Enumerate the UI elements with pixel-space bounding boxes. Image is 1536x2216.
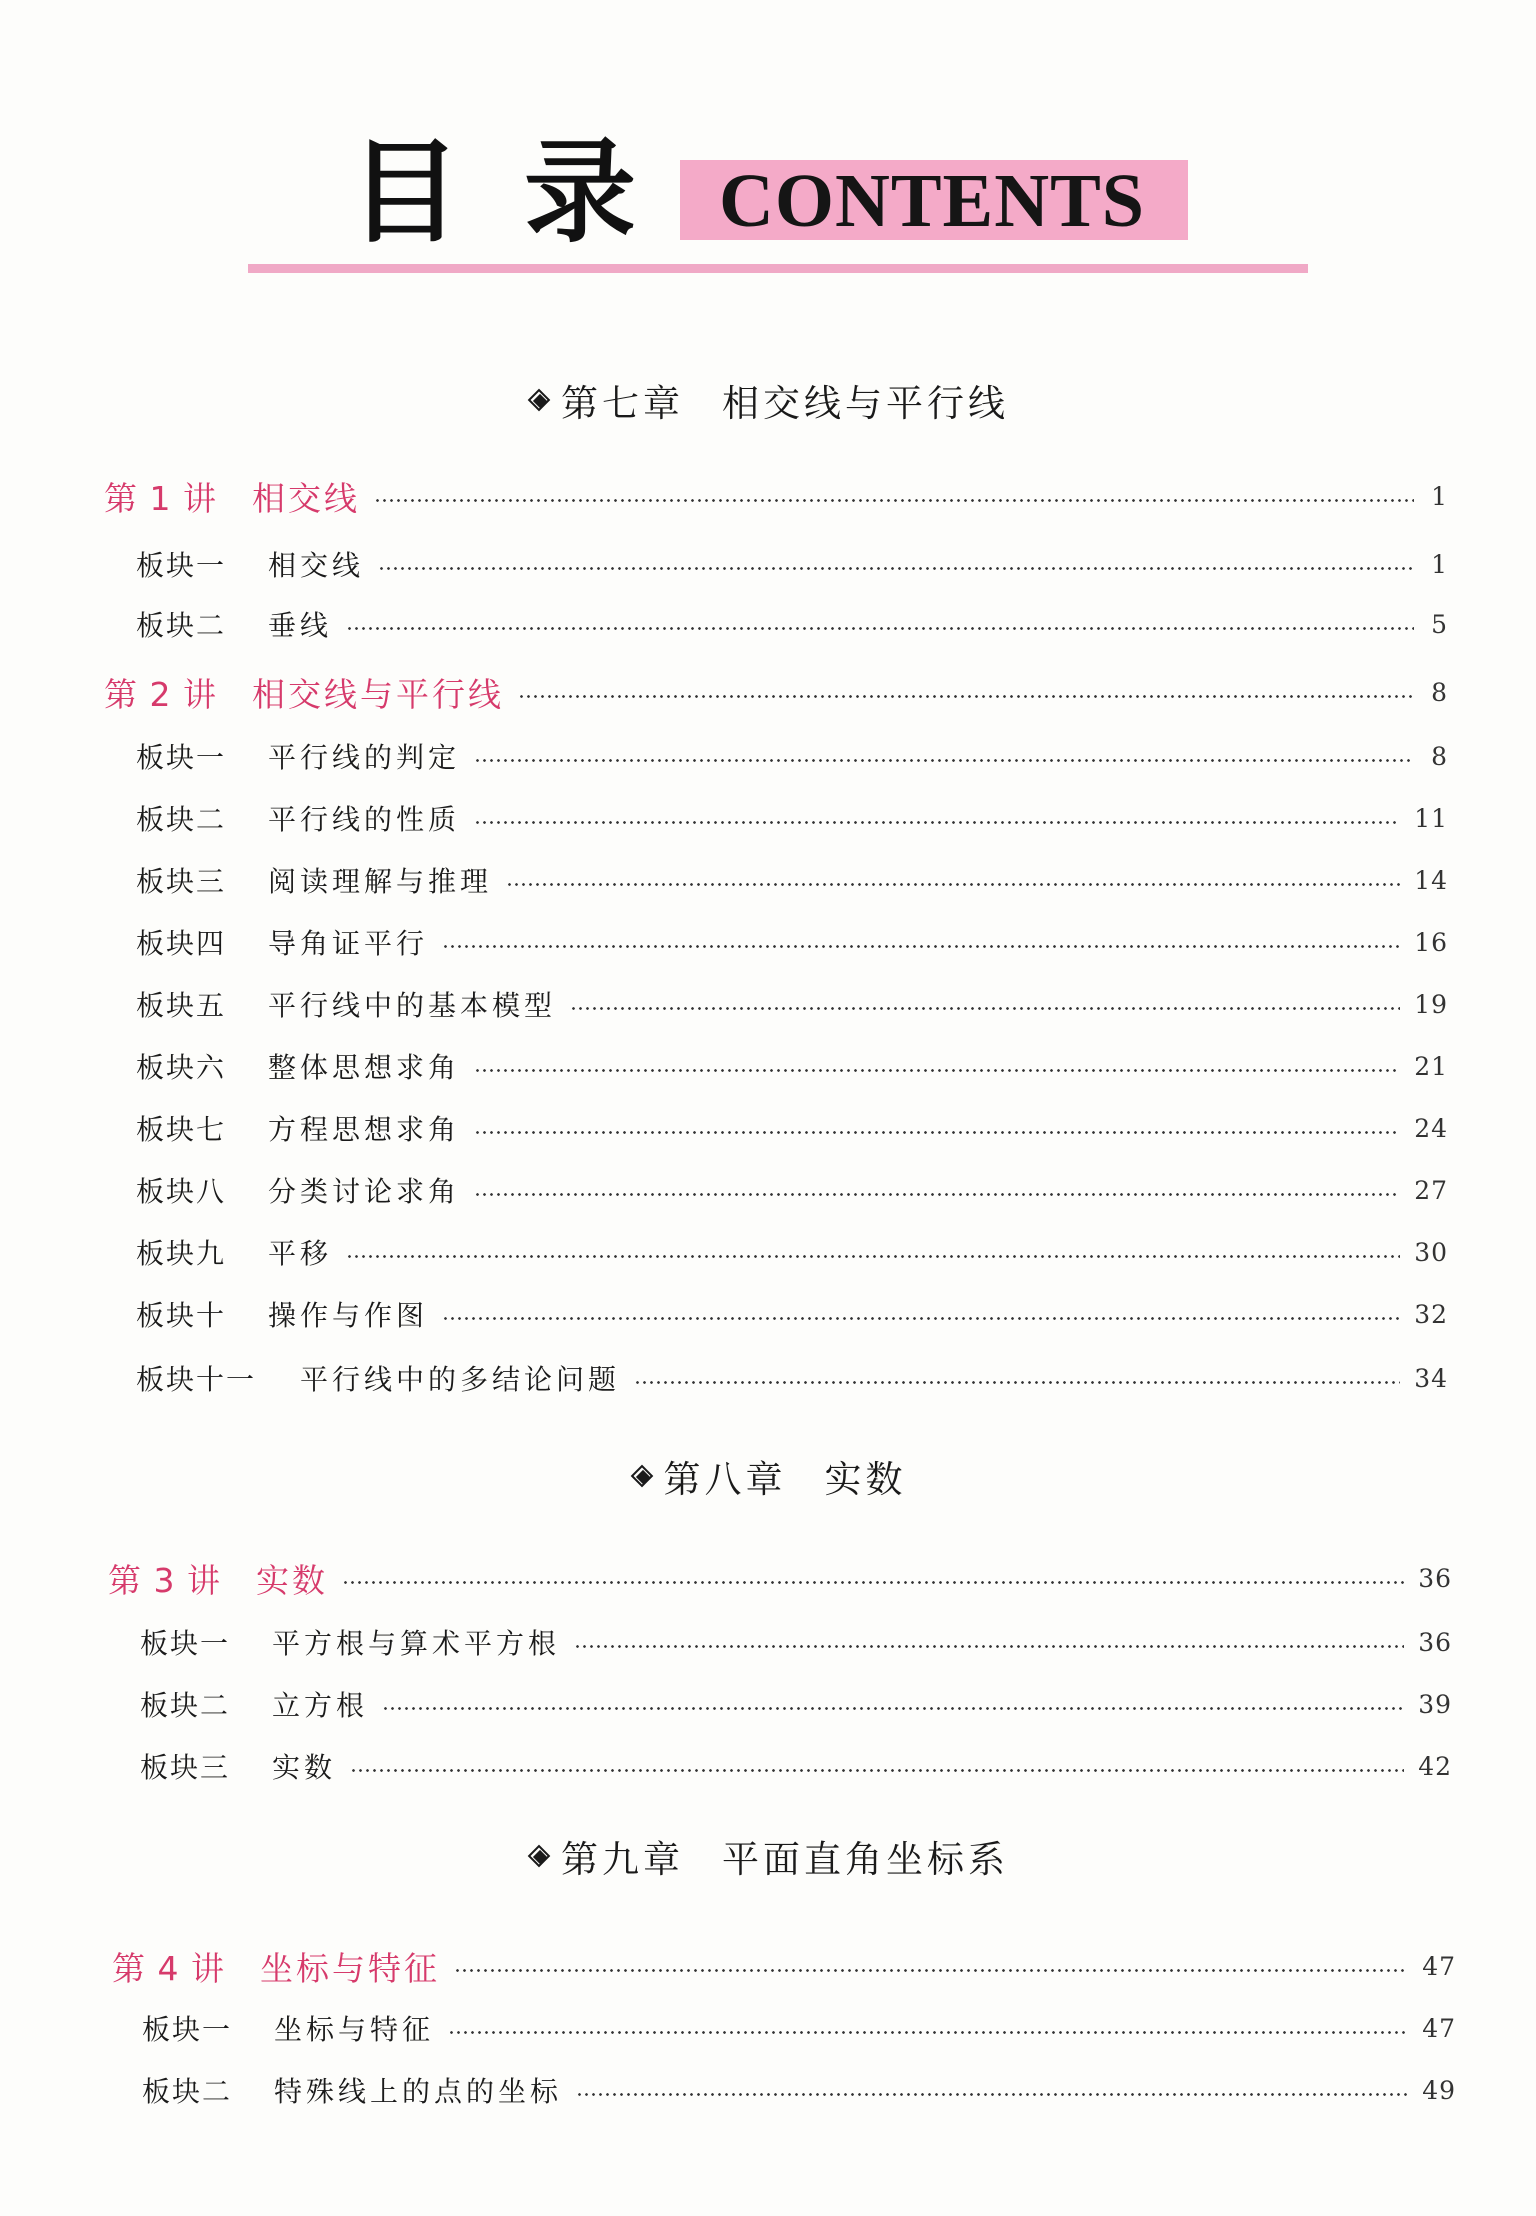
dot-leader — [474, 1069, 1400, 1072]
section-row[interactable] — [136, 982, 1448, 1026]
dot-leader — [374, 499, 1414, 502]
dot-leader — [378, 567, 1414, 570]
page-number: 47 — [1422, 2013, 1456, 2043]
page-number: 19 — [1414, 989, 1448, 1019]
section-label: 板块二 — [136, 609, 227, 642]
section-label: 板块四 — [136, 927, 227, 960]
dot-leader — [506, 883, 1400, 886]
section-label: 板块十一 — [136, 1363, 257, 1396]
title-char-mu: 目 — [349, 128, 461, 258]
section-label: 板块五 — [136, 989, 227, 1022]
section-label: 板块二 — [140, 1689, 231, 1722]
lecture-row[interactable] — [104, 670, 1448, 714]
dot-leader — [634, 1381, 1400, 1384]
page-number: 5 — [1431, 609, 1448, 639]
section-title: 平方根与算术平方根 — [272, 1627, 561, 1660]
chapter-heading — [0, 1446, 1536, 1506]
lecture-title: 相交线 — [252, 478, 360, 518]
dot-leader — [576, 2093, 1408, 2096]
section-title: 立方根 — [272, 1689, 369, 1722]
section-label: 板块九 — [136, 1237, 227, 1270]
section-title: 垂线 — [268, 609, 333, 642]
section-title: 分类讨论求角 — [268, 1175, 461, 1208]
lecture-label: 第 3 讲 — [108, 1560, 221, 1600]
section-row[interactable] — [136, 1356, 1448, 1400]
section-row[interactable] — [136, 858, 1448, 902]
page-number: 11 — [1414, 803, 1448, 833]
section-row[interactable] — [136, 920, 1448, 964]
section-title: 操作与作图 — [268, 1299, 429, 1332]
dot-leader — [350, 1769, 1404, 1772]
dot-leader — [346, 627, 1414, 630]
section-title: 整体思想求角 — [268, 1051, 461, 1084]
section-label: 板块一 — [136, 549, 227, 582]
section-row[interactable] — [136, 1230, 1448, 1274]
section-row[interactable] — [136, 734, 1448, 778]
section-row[interactable] — [136, 1106, 1448, 1150]
dot-leader — [518, 695, 1414, 698]
dot-leader — [454, 1969, 1408, 1972]
page-number: 24 — [1414, 1113, 1448, 1143]
section-label: 板块三 — [140, 1751, 231, 1784]
lecture-title: 实数 — [256, 1560, 328, 1600]
dot-leader — [474, 1131, 1400, 1134]
dot-leader — [474, 1193, 1400, 1196]
lecture-row[interactable] — [108, 1556, 1452, 1600]
section-title: 平行线中的基本模型 — [268, 989, 557, 1022]
dot-leader — [442, 1317, 1400, 1320]
chapter-title: 实数 — [824, 1458, 907, 1501]
diamond-bullet-icon — [630, 1464, 656, 1490]
chapter-number: 第九章 — [561, 1838, 684, 1881]
diamond-bullet-icon — [527, 1844, 553, 1870]
dot-leader — [574, 1645, 1404, 1648]
section-label: 板块六 — [136, 1051, 227, 1084]
section-title: 导角证平行 — [268, 927, 429, 960]
page-number: 1 — [1431, 549, 1448, 579]
section-label: 板块七 — [136, 1113, 227, 1146]
section-label: 板块一 — [142, 2013, 233, 2046]
section-title: 特殊线上的点的坐标 — [274, 2075, 563, 2108]
section-row[interactable] — [136, 1168, 1448, 1212]
dot-leader — [346, 1255, 1400, 1258]
lecture-row[interactable] — [104, 474, 1448, 518]
section-title: 方程思想求角 — [268, 1113, 461, 1146]
chapter-heading — [0, 370, 1536, 430]
chapter-heading — [0, 1826, 1536, 1886]
section-row[interactable] — [136, 1044, 1448, 1088]
section-title: 阅读理解与推理 — [268, 865, 493, 898]
chapter-title: 相交线与平行线 — [722, 382, 1009, 425]
section-label: 板块八 — [136, 1175, 227, 1208]
lecture-title: 坐标与特征 — [260, 1948, 440, 1988]
section-title: 平行线的判定 — [268, 741, 461, 774]
dot-leader — [448, 2031, 1408, 2034]
section-label: 板块一 — [140, 1627, 231, 1660]
section-label: 板块二 — [142, 2075, 233, 2108]
lecture-title: 相交线与平行线 — [252, 674, 504, 714]
section-label: 板块一 — [136, 741, 227, 774]
page-number: 34 — [1414, 1363, 1448, 1393]
section-row[interactable] — [136, 1292, 1448, 1336]
section-title: 平行线中的多结论问题 — [300, 1363, 621, 1396]
dot-leader — [474, 821, 1400, 824]
page-number: 36 — [1418, 1627, 1452, 1657]
section-row[interactable] — [136, 542, 1448, 586]
section-title: 平行线的性质 — [268, 803, 461, 836]
section-row[interactable] — [142, 2068, 1456, 2112]
section-row[interactable] — [140, 1744, 1452, 1788]
page-number: 14 — [1414, 865, 1448, 895]
dot-leader — [342, 1581, 1404, 1584]
page-number: 32 — [1414, 1299, 1448, 1329]
chapter-number: 第七章 — [561, 382, 684, 425]
section-row[interactable] — [142, 2006, 1456, 2050]
diamond-bullet-icon — [527, 388, 553, 414]
page-number: 36 — [1418, 1563, 1452, 1593]
contents-title: CONTENTS — [718, 159, 1146, 243]
page-number: 30 — [1414, 1237, 1448, 1267]
lecture-row[interactable] — [112, 1944, 1456, 1988]
page-number: 49 — [1422, 2075, 1456, 2105]
page-number: 8 — [1431, 741, 1448, 771]
page-number: 1 — [1431, 481, 1448, 511]
page-number: 39 — [1418, 1689, 1452, 1719]
page-number: 8 — [1431, 677, 1448, 707]
section-label: 板块三 — [136, 865, 227, 898]
section-row[interactable] — [136, 602, 1448, 646]
chapter-number: 第八章 — [663, 1458, 787, 1501]
page-number: 47 — [1422, 1951, 1456, 1981]
section-title: 坐标与特征 — [274, 2013, 435, 2046]
page-number: 21 — [1414, 1051, 1448, 1081]
section-label: 板块十 — [136, 1299, 227, 1332]
page-number: 42 — [1418, 1751, 1452, 1781]
dot-leader — [570, 1007, 1400, 1010]
section-row[interactable] — [136, 796, 1448, 840]
section-title: 相交线 — [268, 549, 365, 582]
lecture-label: 第 2 讲 — [104, 674, 217, 714]
section-title: 实数 — [272, 1751, 337, 1784]
page-number: 27 — [1414, 1175, 1448, 1205]
section-row[interactable] — [140, 1682, 1452, 1726]
section-label: 板块二 — [136, 803, 227, 836]
dot-leader — [382, 1707, 1404, 1710]
lecture-label: 第 4 讲 — [112, 1948, 225, 1988]
page-number: 16 — [1414, 927, 1448, 957]
section-title: 平移 — [268, 1237, 333, 1270]
lecture-label: 第 1 讲 — [104, 478, 217, 518]
chapter-title: 平面直角坐标系 — [722, 1838, 1009, 1881]
dot-leader — [474, 759, 1414, 762]
dot-leader — [442, 945, 1400, 948]
title-char-lu: 录 — [524, 128, 636, 258]
section-row[interactable] — [140, 1620, 1452, 1664]
